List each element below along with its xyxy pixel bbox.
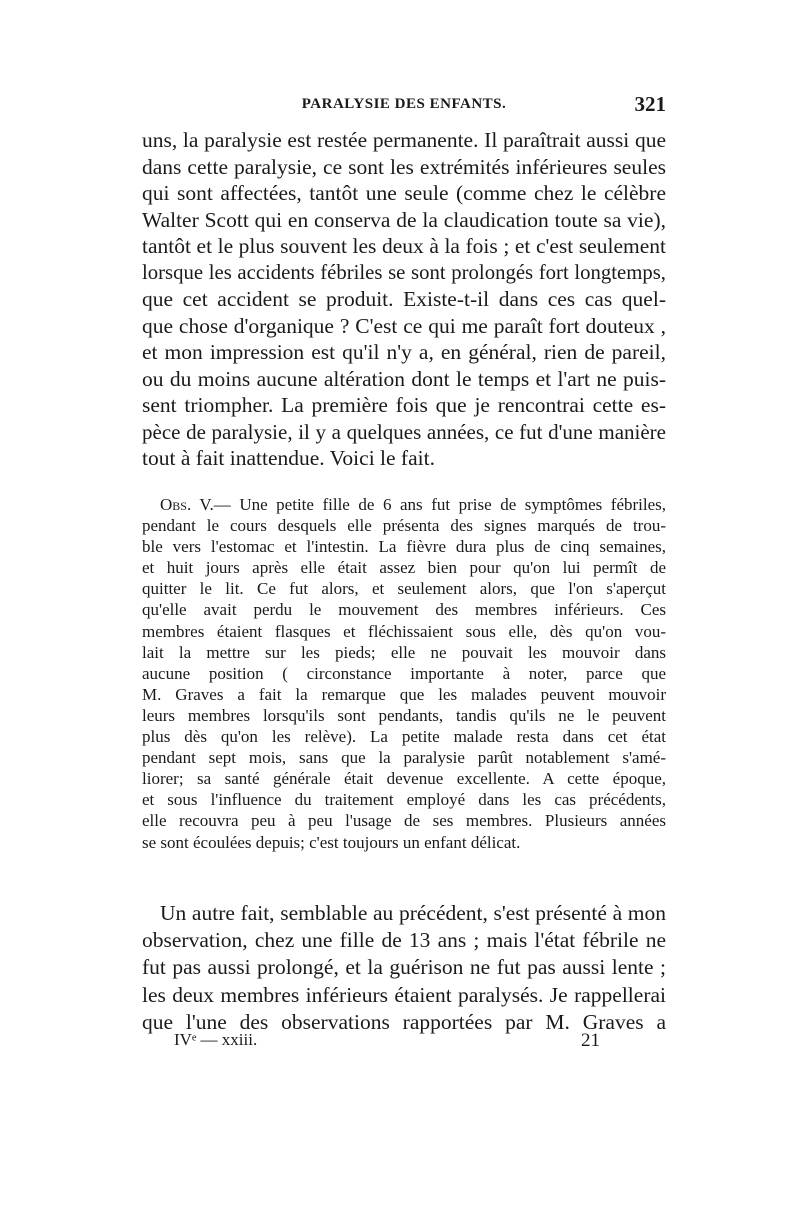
text-line: que chose d'organique ? C'est ce qui me paraît fort douteux , xyxy=(142,313,666,338)
printer-signature: IVᵉ — xxiii. xyxy=(174,1030,258,1049)
text-line: ble vers l'estomac et l'intestin. La fièvre dura plus de cinq semaines, xyxy=(142,537,666,557)
text-line: quitter le lit. Ce fut alors, et seulement alors, que l'on s'aperçut xyxy=(142,579,666,599)
text-line: et huit jours après elle était assez bien pour qu'on lui permît de xyxy=(142,558,666,578)
text-line: pendant sept mois, sans que la paralysie parût notablement s'amé- xyxy=(142,748,666,768)
text-line: et mon impression est qu'il n'y a, en général, rien de pareil, xyxy=(142,340,666,364)
text-line: Un autre fait, semblable au précédent, s'est présenté à mon xyxy=(160,901,666,925)
page-number: 321 xyxy=(634,92,666,116)
text-line: les deux membres inférieurs étaient paralysés. Je rappellerai xyxy=(142,982,666,1007)
text-line: lait la mettre sur les pieds; elle ne pouvait les mouvoir dans xyxy=(142,642,666,662)
text-line: que cet accident se produit. Existe-t-il dans ces cas quel- xyxy=(142,287,666,311)
main-paragraph xyxy=(142,127,666,472)
observation-label: Obs. V. xyxy=(160,495,214,514)
text-line: pendant le cours desquels elle présenta des signes marqués de trou- xyxy=(142,516,666,536)
running-title: PARALYSIE DES ENFANTS. xyxy=(301,96,507,112)
text-line: pèce de paralysie, il y a quelques années, ce fut d'une manière xyxy=(142,419,666,444)
text-line: lorsque les accidents fébriles se sont prolongés fort longtemps, xyxy=(142,261,666,284)
text-line: ou du moins aucune altération dont le temps et l'art ne puis- xyxy=(142,366,666,391)
observation-first-line xyxy=(142,494,666,515)
text-line: sent triompher. La première fois que je rencontrai cette es- xyxy=(142,393,666,417)
text-line: qu'elle avait perdu le mouvement des membres inférieurs. Ces xyxy=(142,600,666,620)
second-paragraph xyxy=(142,900,666,1036)
text-line: se sont écoulées depuis; c'est toujours un enfant délicat. xyxy=(142,832,521,852)
text-line: plus dès qu'on les relève). La petite malade resta dans cet état xyxy=(142,727,666,747)
text-line: que l'une des observations rapportées par M. Graves a xyxy=(142,1009,666,1034)
text-line: membres étaient flasques et fléchissaient sous elle, dès qu'on vou- xyxy=(142,621,666,641)
text-line: leurs membres lorsqu'ils sont pendants, tandis qu'ils ne le peuvent xyxy=(142,705,666,725)
text-line: qui sont affectées, tantôt une seule (comme chez le célèbre xyxy=(142,181,666,205)
text-line: M. Graves a fait la remarque que les malades peuvent mouvoir xyxy=(142,684,666,704)
text-line: Walter Scott qui en conserva de la claudication toute sa vie), xyxy=(142,207,666,232)
text-line: elle recouvra peu à peu l'usage de ses membres. Plusieurs années xyxy=(142,811,666,831)
text-line: fut pas aussi prolongé, et la guérison ne fut pas aussi lente ; xyxy=(142,955,666,980)
observation-block xyxy=(142,494,666,853)
signature-number: 21 xyxy=(581,1030,600,1051)
text-line: uns, la paralysie est restée permanente. Il paraîtrait aussi que xyxy=(142,128,666,152)
text-line: tout à fait inattendue. Voici le fait. xyxy=(142,446,435,470)
text-line: aucune position ( circonstance importante à noter, parce que xyxy=(142,663,666,683)
page-footer xyxy=(160,1030,600,1054)
page-header xyxy=(142,94,666,122)
text-line: et sous l'influence du traitement employé dans les cas précédents, xyxy=(142,790,666,810)
text-line: — Une petite fille de 6 ans fut prise de symptômes fébriles, xyxy=(213,495,667,514)
text-line: dans cette paralysie, ce sont les extrémités inférieures seules xyxy=(142,154,666,179)
text-line: tantôt et le plus souvent les deux à la fois ; et c'est seulement xyxy=(142,234,666,258)
text-line: liorer; sa santé générale était devenue excellente. A cette époque, xyxy=(142,769,666,789)
text-line: observation, chez une fille de 13 ans ; mais l'état fébrile ne xyxy=(142,928,666,953)
